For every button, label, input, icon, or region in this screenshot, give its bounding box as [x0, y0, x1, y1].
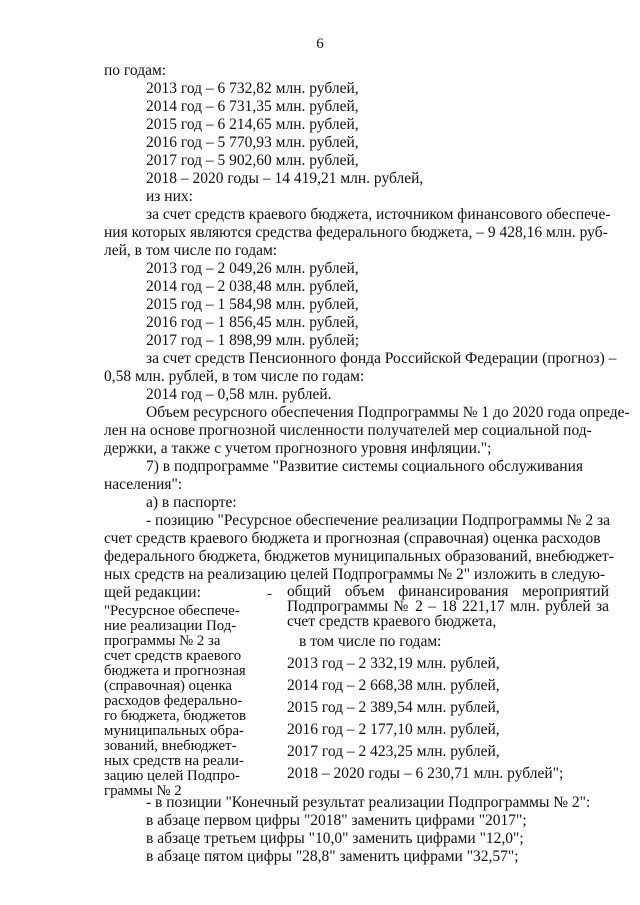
table-left-line: программы № 2 за	[104, 633, 221, 649]
block2-year-2014: 2014 год – 2 038,48 млн. рублей,	[146, 278, 359, 295]
block6-line2: счет средств краевого бюджета и прогнозная (справочная) оценка расходов	[104, 530, 601, 547]
block1-year-2017: 2017 год – 5 902,60 млн. рублей,	[146, 152, 359, 169]
block6-line1: - позицию "Ресурсное обеспечение реализации Подпрограммы № 2 за	[146, 512, 610, 529]
block4-line2: лен на основе прогнозной численности получателей мер социальной под-	[104, 422, 592, 439]
block2-year-2017: 2017 год – 1 898,99 млн. рублей;	[146, 332, 360, 349]
block7-line3: в абзаце третьем цифры "10,0" заменить цифрами "12,0";	[146, 830, 524, 847]
table-left-line: муниципальных обра-	[104, 723, 244, 739]
table-left-column	[104, 604, 264, 799]
block4-line1: Объем ресурсного обеспечения Подпрограммы № 1 до 2020 года опреде-	[146, 404, 630, 421]
block2-line2: ния которых являются средства федерального бюджета, – 9 428,16 млн. руб-	[104, 224, 608, 241]
block3-line2: 0,58 млн. рублей, в том числе по годам:	[104, 368, 365, 385]
table-right-line2: Подпрограммы № 2 – 18 221,17 млн. рублей за	[287, 598, 609, 615]
table-year-2016: 2016 год – 2 177,10 млн. рублей,	[287, 721, 500, 738]
table-year-2014: 2014 год – 2 668,38 млн. рублей,	[287, 677, 500, 694]
table-left-line: ние реализации Под-	[104, 618, 237, 634]
table-left-line: расходов федерально-	[104, 693, 243, 709]
table-left-line: ных средств на реали-	[104, 753, 244, 769]
table-left-line: граммы № 2	[104, 783, 182, 799]
block2-year-2016: 2016 год – 1 856,45 млн. рублей,	[146, 314, 359, 331]
table-right-line1: общий объем финансирования мероприятий	[287, 583, 609, 600]
table-dash: -	[267, 586, 272, 602]
block1-lead: по годам:	[104, 62, 167, 79]
block1-year-2014: 2014 год – 6 731,35 млн. рублей,	[146, 98, 359, 115]
table-left-line: счет средств краевого	[104, 648, 242, 664]
page-number: 6	[316, 36, 324, 52]
block6-line3: федерального бюджета, бюджетов муниципальных образований, внебюджет-	[104, 548, 614, 565]
table-year-2017: 2017 год – 2 423,25 млн. рублей,	[287, 743, 500, 760]
block7-line2: в абзаце первом цифры "2018" заменить цифрами "2017";	[146, 812, 527, 829]
block1-year-2015: 2015 год – 6 214,65 млн. рублей,	[146, 116, 359, 133]
table-year-2013: 2013 год – 2 332,19 млн. рублей,	[287, 655, 500, 672]
block1-year-2018-2020: 2018 – 2020 годы – 14 419,21 млн. рублей,	[146, 170, 424, 187]
block1-year-2016: 2016 год – 5 770,93 млн. рублей,	[146, 134, 359, 151]
block3-year-2014: 2014 год – 0,58 млн. рублей.	[146, 386, 332, 403]
table-left-line: бюджета и прогнозная	[104, 663, 246, 679]
block5-line2: населения":	[104, 476, 183, 493]
block5-line3: а) в паспорте:	[146, 494, 237, 511]
table-right-line3: счет средств краевого бюджета,	[287, 613, 497, 630]
table-left-line: го бюджета, бюджетов	[104, 708, 246, 724]
block1-from: из них:	[146, 188, 193, 205]
table-year-2018-2020: 2018 – 2020 годы – 6 230,71 млн. рублей";	[287, 765, 564, 782]
block7-line4: в абзаце пятом цифры "28,8" заменить цифрами "32,57";	[146, 848, 519, 865]
table-left-line: зацию целей Подпро-	[104, 768, 240, 784]
block4-line3: держки, а также с учетом прогнозного уровня инфляции.";	[104, 440, 492, 457]
table-left-line: зований, внебюджет-	[104, 738, 237, 754]
block2-line1: за счет средств краевого бюджета, источником финансового обеспече-	[146, 206, 611, 223]
block7-line1: - в позиции "Конечный результат реализации Подпрограммы № 2":	[146, 794, 591, 811]
table-left-line: "Ресурсное обеспече-	[104, 603, 240, 619]
block5-line1: 7) в подпрограмме "Развитие системы социального обслуживания	[146, 458, 584, 475]
table-year-2015: 2015 год – 2 389,54 млн. рублей,	[287, 699, 500, 716]
block3-line1: за счет средств Пенсионного фонда Российской Федерации (прогноз) –	[146, 350, 617, 367]
block2-year-2015: 2015 год – 1 584,98 млн. рублей,	[146, 296, 359, 313]
block2-year-2013: 2013 год – 2 049,26 млн. рублей,	[146, 260, 359, 277]
table-right-sub: в том числе по годам:	[299, 633, 442, 650]
block2-line3: лей, в том числе по годам:	[104, 242, 278, 259]
table-left-line: (справочная) оценка	[104, 678, 232, 694]
block6-line4: ных средств на реализацию целей Подпрограммы № 2" изложить в следую-	[104, 566, 606, 583]
block6-line5: щей редакции:	[104, 584, 201, 601]
block1-year-2013: 2013 год – 6 732,82 млн. рублей,	[146, 80, 359, 97]
